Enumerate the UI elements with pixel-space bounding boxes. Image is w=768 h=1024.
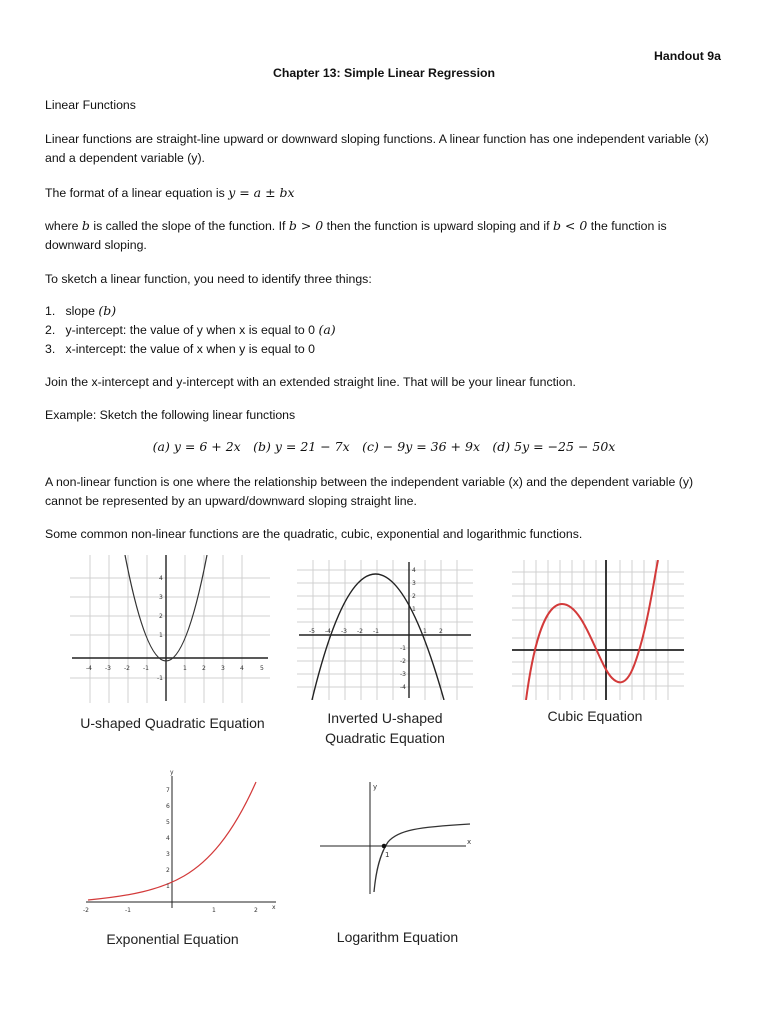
chapter-title: Chapter 13: Simple Linear Regression bbox=[272, 66, 496, 80]
tick-label: -5 bbox=[309, 628, 315, 635]
grid-lines bbox=[297, 560, 473, 700]
list-text: slope bbox=[65, 304, 95, 318]
tick-label: 5 bbox=[166, 819, 170, 826]
slope-condition-negative: b < 0 bbox=[552, 218, 588, 233]
caption-inverted-line1: Inverted U-shaped bbox=[327, 710, 443, 726]
tick-label: -2 bbox=[400, 658, 406, 665]
axis-label-x: x bbox=[272, 904, 276, 911]
list-symbol: (b) bbox=[98, 303, 117, 318]
tick-label: -2 bbox=[83, 907, 89, 914]
axis-label-y: y bbox=[170, 769, 174, 776]
handout-label: Handout 9a bbox=[654, 49, 721, 63]
tick-label: 4 bbox=[240, 665, 244, 672]
tick-label: 6 bbox=[166, 803, 170, 810]
list-item bbox=[45, 322, 336, 338]
tick-label: -1 bbox=[143, 665, 149, 672]
tick-label: 3 bbox=[221, 665, 225, 672]
caption-exponential: Exponential Equation bbox=[106, 931, 239, 947]
tick-label: -1 bbox=[400, 645, 406, 652]
tick-label: 4 bbox=[159, 575, 163, 582]
inverted-parabola-curve bbox=[312, 574, 444, 700]
point-label: 1 bbox=[385, 851, 390, 859]
axis-label-y: y bbox=[373, 783, 378, 791]
tick-label: 4 bbox=[166, 835, 170, 842]
tick-label: -3 bbox=[105, 665, 111, 672]
join-instruction: Join the x-intercept and y-intercept with an extended straight line. That will be your linear function. bbox=[45, 375, 576, 389]
example-equation-b: (b) y = 21 − 7x bbox=[253, 439, 350, 454]
tick-label: 5 bbox=[260, 665, 264, 672]
quadratic-graph bbox=[70, 555, 270, 703]
tick-label: -4 bbox=[325, 628, 331, 635]
list-number: 1. bbox=[45, 304, 56, 318]
tick-label: -3 bbox=[400, 671, 406, 678]
slope-p3: then the function is upward sloping and if bbox=[326, 219, 550, 233]
inverted-quadratic-graph bbox=[297, 560, 473, 700]
slope-paragraph bbox=[45, 216, 725, 255]
grid-lines bbox=[512, 560, 684, 700]
tick-label: 2 bbox=[412, 593, 416, 600]
common-functions-text: Some common non-linear functions are the quadratic, cubic, exponential and logarithmic functions. bbox=[45, 527, 583, 541]
slope-condition-positive: b > 0 bbox=[288, 218, 324, 233]
tick-label: -3 bbox=[341, 628, 347, 635]
list-number: 3. bbox=[45, 342, 56, 356]
caption-inverted-line2: Quadratic Equation bbox=[325, 730, 445, 746]
list-text: y-intercept: the value of y when x is equal to 0 bbox=[65, 323, 316, 337]
slope-symbol: b bbox=[81, 218, 90, 233]
example-equations bbox=[0, 439, 768, 456]
tick-label: 3 bbox=[412, 580, 416, 587]
slope-p1: where bbox=[45, 219, 79, 233]
list-item bbox=[45, 341, 315, 357]
format-line bbox=[45, 185, 295, 201]
section-title: Linear Functions bbox=[45, 98, 136, 112]
sketch-intro: To sketch a linear function, you need to identify three things: bbox=[45, 272, 372, 286]
tick-label: -1 bbox=[125, 907, 131, 914]
point-marker bbox=[382, 844, 387, 849]
example-equation-c: (c) − 9y = 36 + 9x bbox=[362, 439, 481, 454]
tick-label: 1 bbox=[183, 665, 187, 672]
tick-label: 2 bbox=[202, 665, 206, 672]
cubic-curve bbox=[526, 560, 658, 700]
list-number: 2. bbox=[45, 323, 56, 337]
tick-label: -1 bbox=[157, 675, 163, 682]
caption-inverted-quadratic bbox=[290, 708, 480, 748]
tick-label: 7 bbox=[166, 787, 170, 794]
tick-label: 1 bbox=[212, 907, 216, 914]
format-text: The format of a linear equation is bbox=[45, 186, 225, 200]
caption-logarithm: Logarithm Equation bbox=[336, 929, 459, 945]
nonlinear-paragraph: A non-linear function is one where the relationship between the independent variable (x) and the dependent variable (y) cannot be represented by an upward/downward sloping straight line. bbox=[45, 475, 694, 508]
list-symbol: (a) bbox=[318, 322, 336, 337]
caption-quadratic: U-shaped Quadratic Equation bbox=[80, 715, 265, 731]
list-text: x-intercept: the value of x when y is equal to 0 bbox=[65, 342, 316, 356]
axis-label-x: x bbox=[467, 838, 472, 846]
example-equation-a: (a) y = 6 + 2x bbox=[152, 439, 241, 454]
tick-label: 2 bbox=[159, 613, 163, 620]
caption-cubic: Cubic Equation bbox=[547, 708, 643, 724]
list-item bbox=[45, 303, 116, 319]
tick-label: 3 bbox=[159, 594, 163, 601]
format-equation: y = a ± bx bbox=[228, 185, 295, 200]
tick-label: 4 bbox=[412, 567, 416, 574]
exponential-graph bbox=[80, 768, 280, 918]
slope-p2: is called the slope of the function. If bbox=[93, 219, 286, 233]
tick-label: 1 bbox=[166, 883, 170, 890]
grid-lines bbox=[70, 555, 270, 703]
example-equation-d: (d) 5y = −25 − 50x bbox=[492, 439, 616, 454]
tick-label: 1 bbox=[159, 632, 163, 639]
tick-label: 2 bbox=[254, 907, 258, 914]
tick-label: 1 bbox=[423, 628, 427, 635]
logarithm-graph bbox=[318, 780, 478, 896]
tick-label: 1 bbox=[412, 606, 416, 613]
slope-p4: the function is downward sloping. bbox=[45, 219, 667, 252]
tick-label: 2 bbox=[166, 867, 170, 874]
example-title: Example: Sketch the following linear functions bbox=[45, 408, 296, 422]
tick-label: -4 bbox=[400, 684, 406, 691]
tick-label: -2 bbox=[357, 628, 363, 635]
tick-label: 3 bbox=[166, 851, 170, 858]
tick-label: -2 bbox=[124, 665, 130, 672]
tick-label: 2 bbox=[439, 628, 443, 635]
tick-label: -1 bbox=[373, 628, 379, 635]
intro-paragraph: Linear functions are straight-line upward or downward sloping functions. A linear function has one independent variable (x) and a dependent variable (y). bbox=[45, 132, 709, 165]
cubic-graph bbox=[512, 560, 684, 700]
tick-label: -4 bbox=[86, 665, 92, 672]
